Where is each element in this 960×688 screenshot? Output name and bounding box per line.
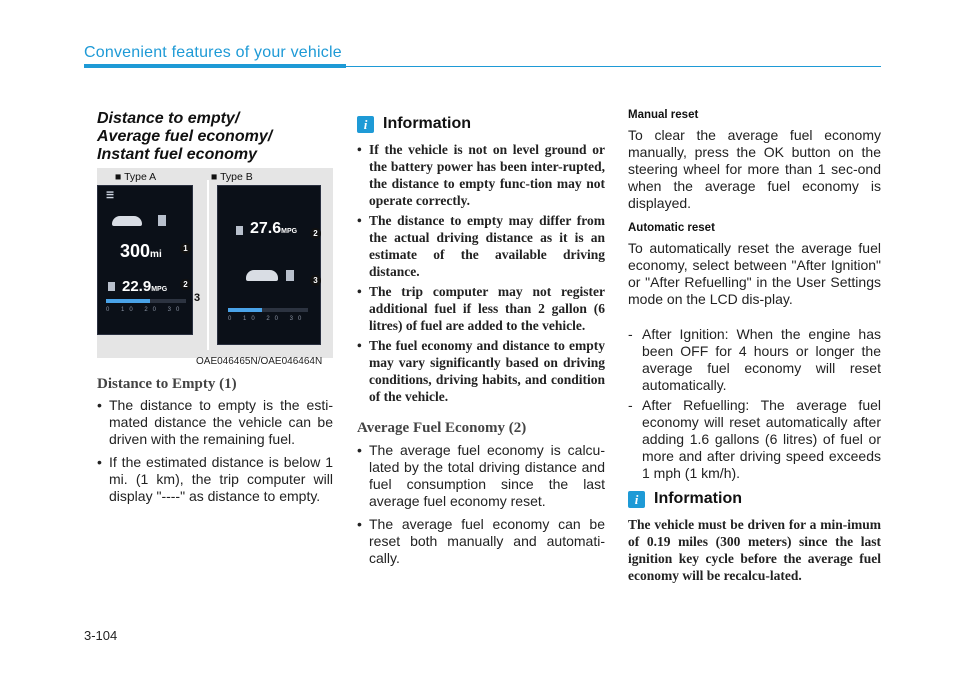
section-title-line: Instant fuel economy: [97, 146, 258, 163]
header-rule-thin: [346, 66, 881, 67]
economy-bar-fill: [106, 299, 150, 303]
list-item: • The distance to empty may differ from the actual driving distance as it is an estimate of the available driving distance.: [357, 212, 605, 280]
info-heading: [628, 490, 742, 508]
car-icon: [246, 270, 278, 281]
list-item: • The distance to empty is the esti-mated distance the vehicle can be driven with the remaining fuel.: [97, 397, 333, 448]
fuel-pump-icon: [158, 215, 166, 226]
dte-heading: Distance to Empty (1): [97, 376, 237, 392]
type-b-screen: [217, 185, 321, 345]
list-item: - After Refuelling: The average fuel economy will reset automatically after adding 1.6 gallons (6 litres) of fuel or more and after driving speed exceeds 1 mph (1 km/h).: [628, 397, 881, 482]
section-title-line: Distance to empty/: [97, 110, 240, 127]
list-item: • If the estimated distance is below 1 mi. (1 km), the trip computer will display "----" as distance to empty.: [97, 454, 333, 505]
type-b-label: ■ Type B: [211, 171, 253, 183]
list-item: • The average fuel economy is calcu-lated by the total driving distance and fuel consumption since the last average fuel economy reset.: [357, 442, 605, 510]
list-item: • The trip computer may not register additional fuel if less than 2 gallon (6 litres) of fuel are added to the vehicle.: [357, 283, 605, 334]
economy-bar-ticks: 0 10 20 30: [106, 307, 185, 313]
fuel-pump-icon: [286, 270, 294, 281]
manual-reset-heading: Manual reset: [628, 109, 699, 121]
list-item: • The fuel economy and distance to empty may vary significantly based on driving conditions, driving habits, and condition of the vehicle.: [357, 337, 605, 405]
menu-icon: ☰: [106, 190, 115, 200]
list-item: • If the vehicle is not on level ground or the battery power has been inter-rupted, the distance to empty func-tion may not operate correctly.: [357, 141, 605, 209]
info-title: Information: [654, 490, 742, 507]
economy-bar-fill: [228, 308, 262, 312]
average-economy-value: 22.9MPG: [122, 278, 168, 295]
page-header-title: Convenient features of your vehicle: [84, 44, 342, 61]
section-title: [97, 110, 333, 164]
automatic-reset-options: [628, 326, 881, 482]
list-item: • The average fuel economy can be reset both manually and automati-cally.: [357, 516, 605, 567]
cluster-figure: [97, 168, 333, 358]
info-icon: i: [628, 491, 645, 508]
callout-3: 3: [194, 292, 201, 304]
car-icon: [112, 216, 142, 226]
manual-reset-text: To clear the average fuel economy manually, press the OK button on the steering wheel for more than 1 sec-ond when the average fuel economy is displayed.: [628, 127, 881, 211]
average-economy-value: 27.6MPG: [250, 220, 298, 237]
type-a-screen: [97, 185, 193, 335]
callout-2: 2: [310, 228, 321, 239]
afe-heading: Average Fuel Economy (2): [357, 420, 527, 436]
economy-bar-ticks: 0 10 20 30: [228, 316, 307, 322]
info-bullet-list: [357, 141, 605, 405]
header-rule-thick: [84, 64, 346, 68]
automatic-reset-text: To automatically reset the average fuel economy, select between "After Ignition" or "After Refuelling" in the User Settings mode on the LCD dis-play.: [628, 240, 881, 307]
automatic-reset-heading: Automatic reset: [628, 222, 715, 234]
info-icon: i: [357, 116, 374, 133]
fuel-gauge-icon: [236, 226, 243, 235]
section-title-line: Average fuel economy/: [97, 128, 273, 145]
list-item: - After Ignition: When the engine has been OFF for 4 hours or longer the average fuel economy will reset automatically.: [628, 326, 881, 394]
info-text: The vehicle must be driven for a min-imum of 0.19 miles (300 meters) since the last ignition key cycle before the average fuel economy will be recalcu-lated.: [628, 517, 881, 583]
callout-3: 3: [310, 275, 321, 286]
page-number: 3-104: [84, 628, 118, 643]
info-heading: [357, 115, 471, 133]
info-title: Information: [383, 115, 471, 132]
afe-bullet-list: [357, 442, 605, 567]
distance-value: 300mi: [120, 241, 162, 261]
type-a-label: ■ Type A: [115, 171, 157, 183]
figure-divider: [207, 180, 209, 350]
callout-2: 2: [180, 279, 191, 290]
fuel-gauge-icon: [108, 282, 115, 291]
figure-caption: OAE046465N/OAE046464N: [196, 356, 323, 367]
dte-bullet-list: [97, 397, 333, 505]
callout-1: 1: [180, 243, 191, 254]
